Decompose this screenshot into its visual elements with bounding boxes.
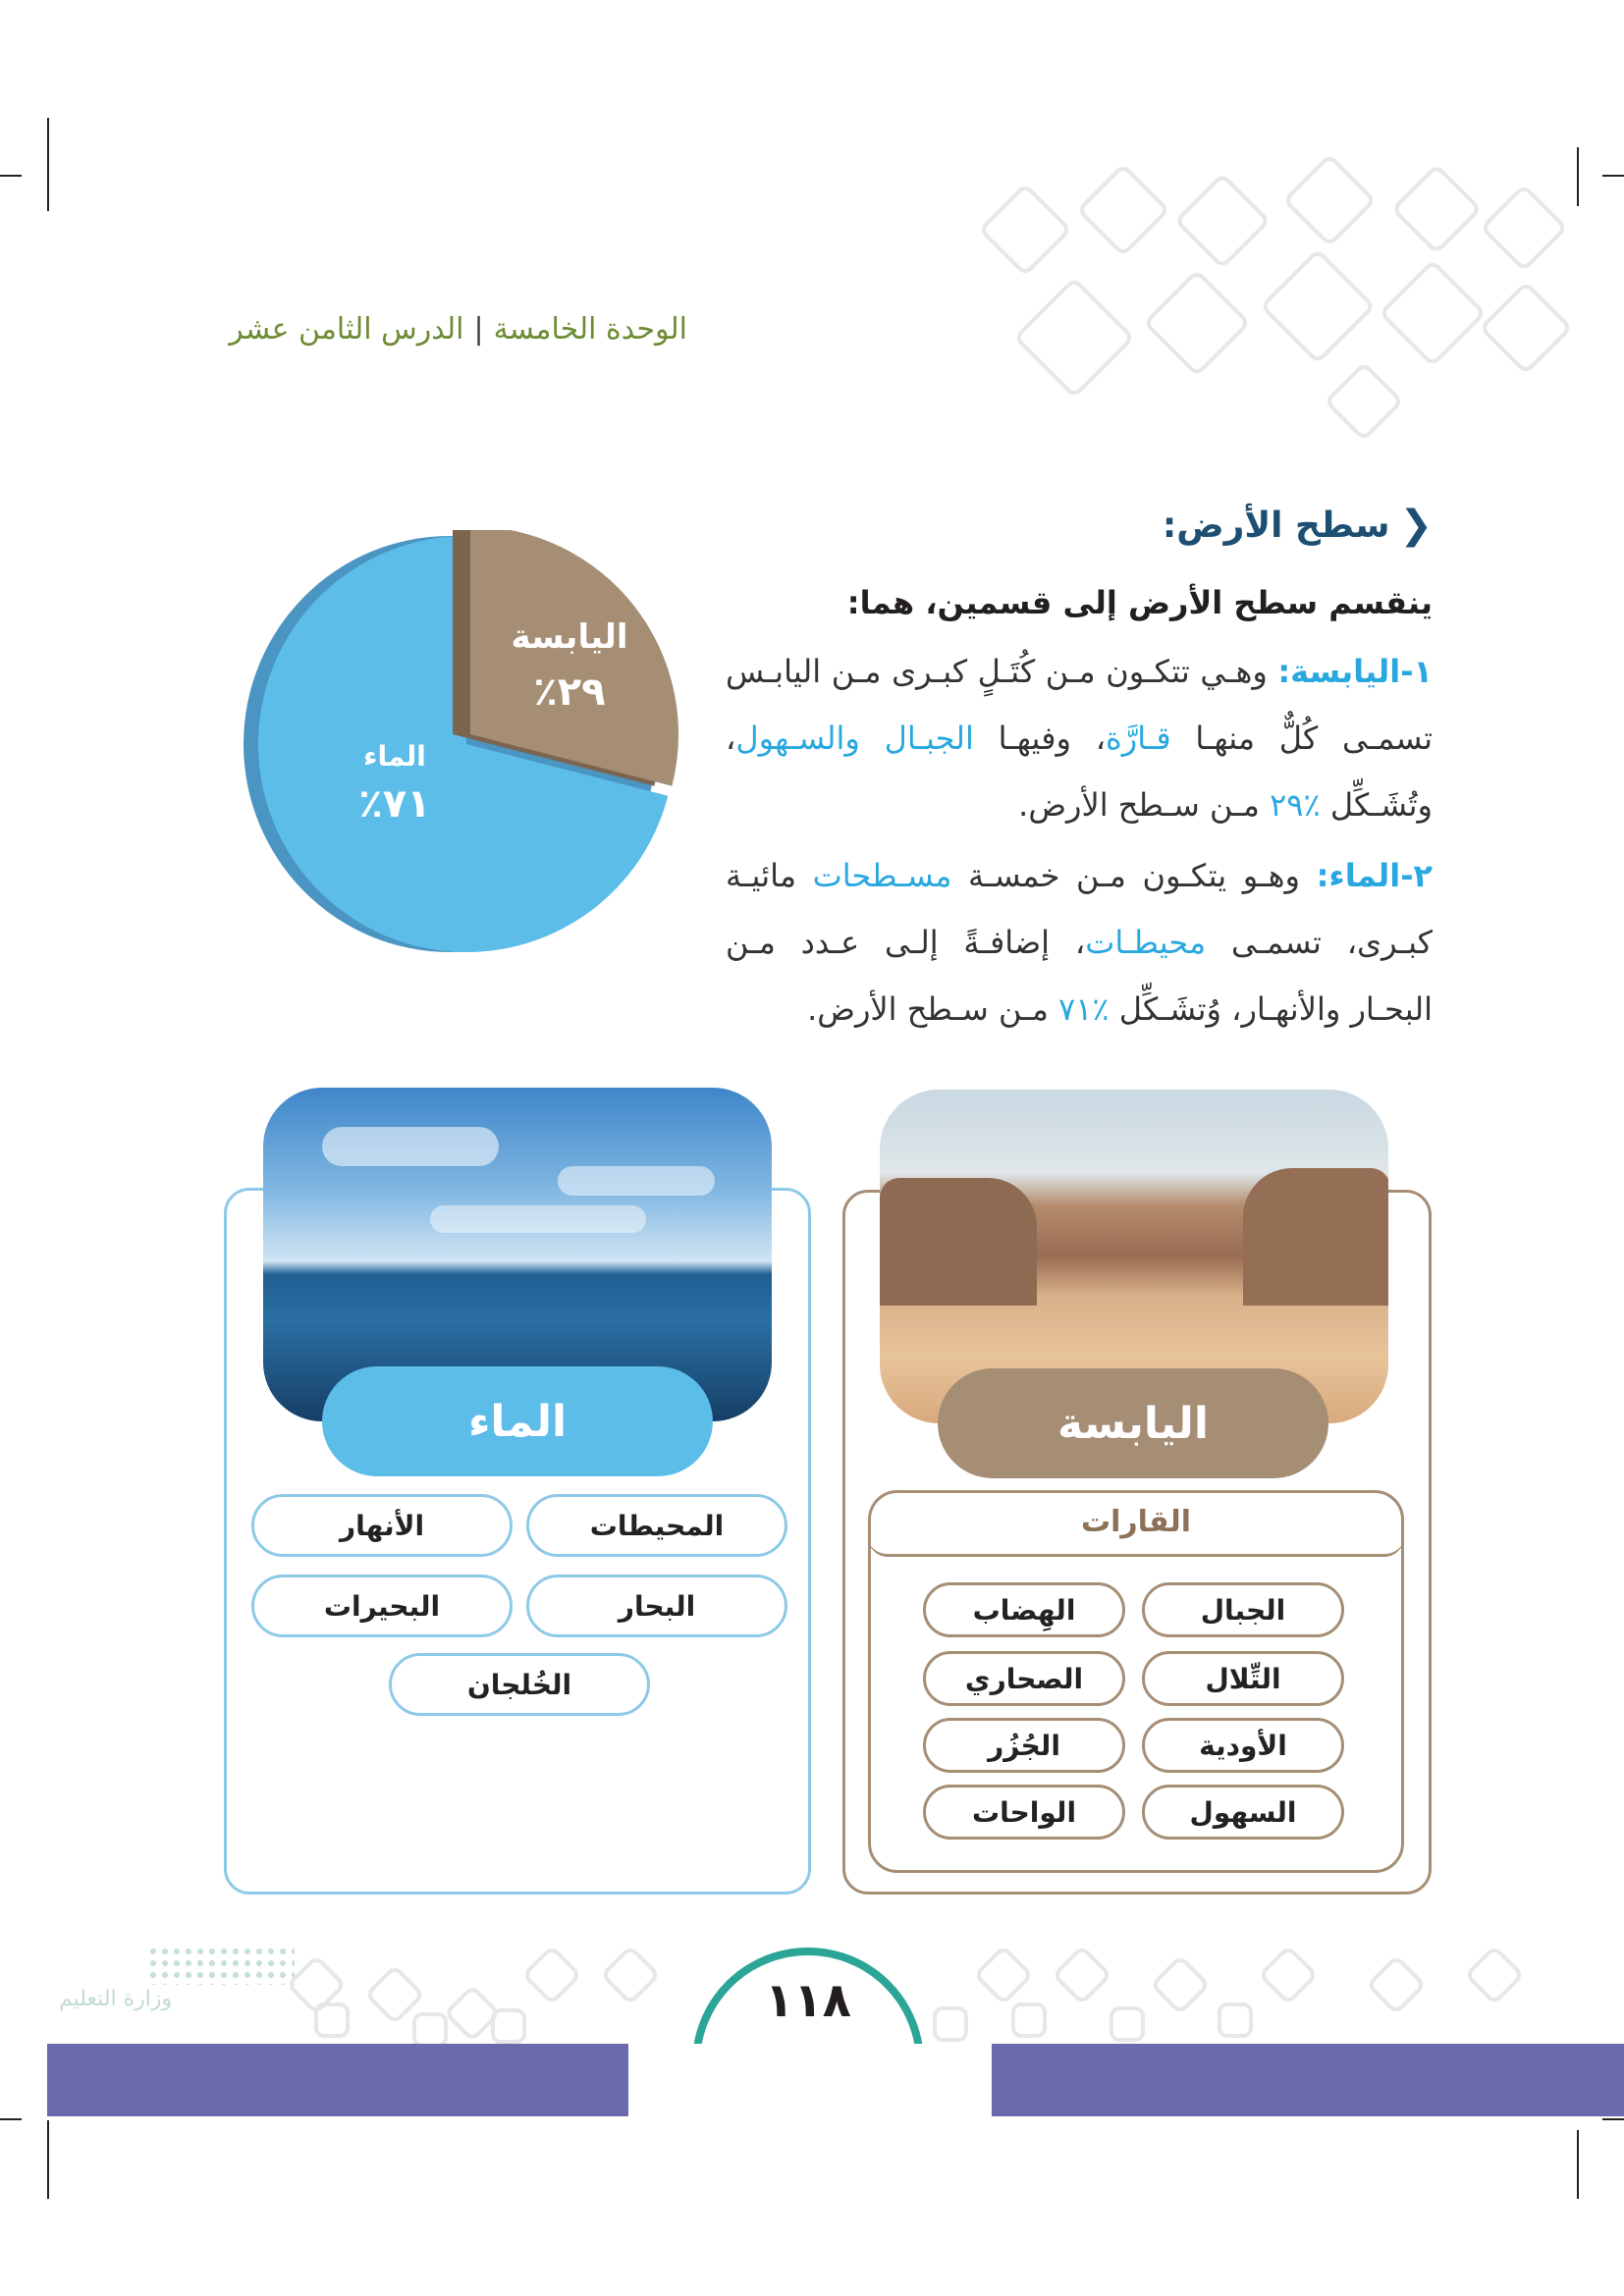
text-segment: وهـو يتكـون مـن خمسـة (968, 857, 1300, 894)
crop-mark (47, 118, 49, 211)
crop-mark (1577, 2130, 1579, 2199)
intro-text (726, 569, 1433, 636)
water-title: الماء (467, 1396, 568, 1447)
section-title-text: سطح الأرض: (1162, 505, 1390, 546)
lesson-label: الدرس الثامن عشر (229, 312, 464, 347)
keyword-surfaces: مسـطحات (812, 857, 952, 894)
land-item: الصحاري (923, 1651, 1125, 1706)
pie-label-water-name: الماء (363, 740, 426, 773)
land-item: الجُزُر (923, 1718, 1125, 1773)
paragraph-water (726, 842, 1433, 1042)
term-land: اليابسة: (1277, 653, 1401, 690)
land-item: الهِضاب (923, 1582, 1125, 1637)
crop-mark (1602, 2118, 1624, 2120)
pie-label-water-pct: ٪٧١ (358, 781, 431, 827)
land-title-banner (938, 1368, 1328, 1478)
water-item: البحيرات (251, 1575, 513, 1637)
unit-lesson-header (226, 312, 687, 347)
water-title-banner (322, 1366, 713, 1476)
water-item: الأنهار (251, 1494, 513, 1557)
land-item: التِّلال (1142, 1651, 1344, 1706)
rock-formation (1243, 1168, 1388, 1306)
continents-header: القارات (868, 1490, 1404, 1557)
land-title: اليابسة (1056, 1398, 1210, 1449)
text-segment: مائيـة كبـرى، تسمـى (726, 857, 1434, 961)
chevron-left-icon: ❮ (1399, 503, 1433, 548)
header-separator: | (473, 312, 484, 347)
land-item: السهول (1142, 1785, 1344, 1840)
text-segment: ، إضافـةً إلـى عـدد مـن البحـار والأنهـار، وُتشَـكِّل (726, 924, 1433, 1028)
percent-water: ٪٧١ (1058, 990, 1110, 1028)
unit-label: الوحدة الخامسة (493, 312, 687, 347)
text-segment: مـن سـطح الأرض. (1018, 786, 1260, 824)
cloud (558, 1166, 715, 1196)
crop-mark (47, 2120, 49, 2199)
item-number: ٢- (1400, 857, 1434, 894)
pie-label-land-pct: ٪٢٩ (533, 669, 606, 715)
land-item: الجبال (1142, 1582, 1344, 1637)
crop-mark (0, 175, 22, 177)
term-water: الماء: (1316, 857, 1401, 894)
ministry-logo-dots (147, 1946, 295, 1985)
rock-formation (880, 1178, 1037, 1306)
pie-label-land-name: اليابسة (511, 617, 628, 657)
land-item: الأودية (1142, 1718, 1344, 1773)
ministry-logo-text: وزارة التعليم (59, 1987, 173, 2011)
paragraph-land (726, 638, 1433, 838)
pie-chart (236, 530, 687, 962)
text-segment: ، وتُشَـكِّل (726, 720, 1433, 824)
crop-mark (1602, 175, 1624, 177)
cloud (322, 1127, 499, 1166)
percent-land: ٪٢٩ (1270, 786, 1321, 824)
text-segment: وهـي تتكـون مـن كُتَـلٍ كبـرى مـن اليابـس تسمـى كُلٌّ منهـا (726, 653, 1433, 757)
footer-bar-right (992, 2044, 1624, 2116)
land-item: الواحات (923, 1785, 1125, 1840)
keyword-mountains-plains: الجبـال والسـهول (735, 720, 974, 757)
page-number: ١١٨ (765, 1973, 851, 2028)
crop-mark (0, 2118, 22, 2120)
text-segment: مـن سـطح الأرض. (807, 990, 1049, 1028)
cloud (430, 1205, 646, 1233)
water-item: المحيطات (526, 1494, 787, 1557)
footer-bar-left (47, 2044, 628, 2116)
page-number-mask (628, 2044, 992, 2201)
item-number: ١- (1400, 653, 1434, 690)
keyword-continent: قـارَّة (1106, 720, 1171, 757)
water-item: الخُلجان (389, 1653, 650, 1716)
text-segment: ، وفيهـا (998, 720, 1107, 757)
intro-sentence: ينقسم سطح الأرض إلى قسمين، هما: (846, 584, 1433, 621)
section-title (1163, 503, 1433, 548)
keyword-oceans: محيطـات (1085, 924, 1207, 961)
water-item: البحار (526, 1575, 787, 1637)
crop-mark (1577, 147, 1579, 206)
